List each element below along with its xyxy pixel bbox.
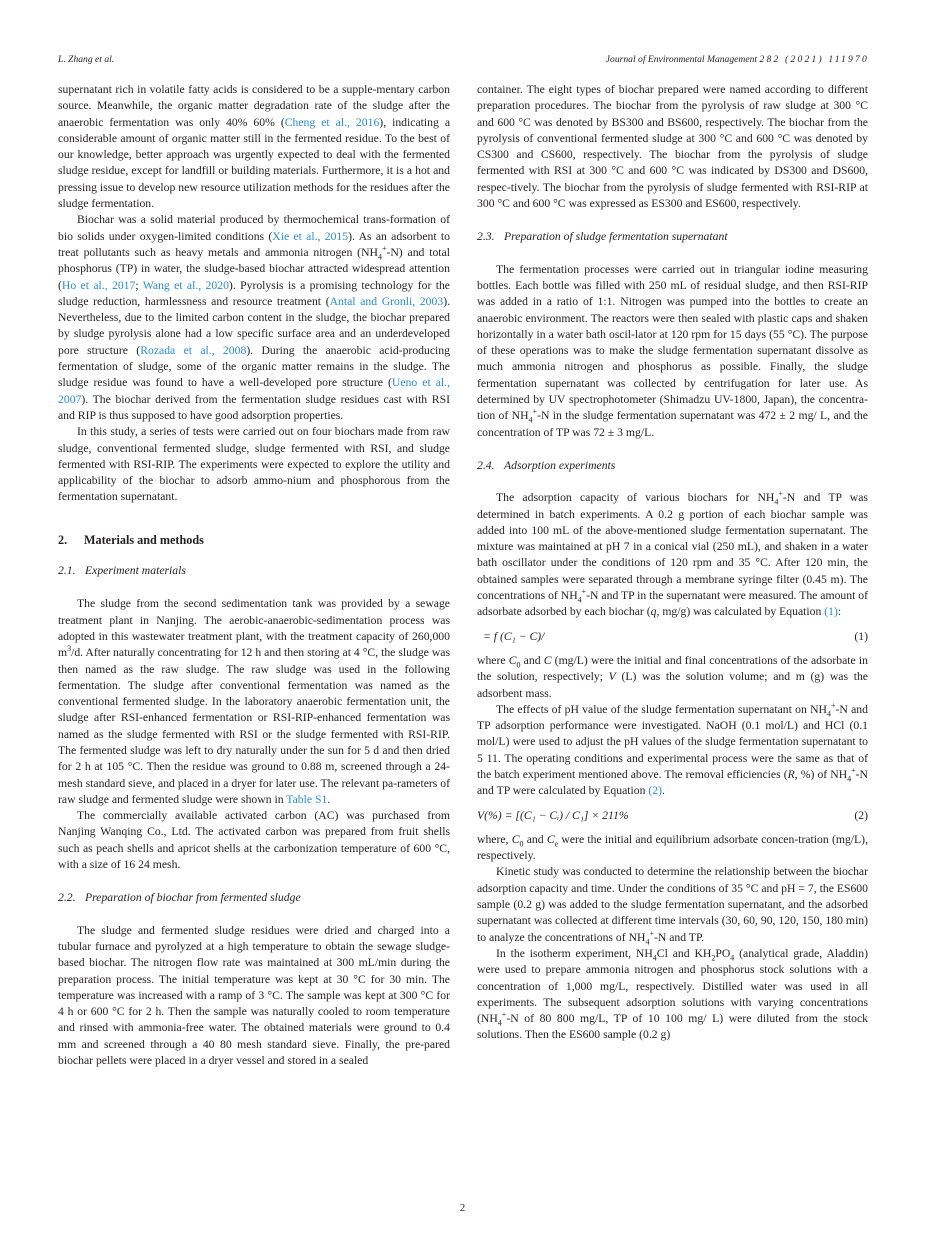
paragraph	[477, 702, 868, 800]
text-run: /d. After naturally concentrating for 12 h and then storing at 4 °C, the sludge was then named as the raw sludge. The raw sludge was used in the following fermentation. The sludge after conventional fermentation was named as the conventional fermented sludge. In the laboratory anaerobic fermentation unit, the sludge after RSI-enhanced fermentation or RSI-RIP-enhanced fermentation was named as the sludge fermented with RSI or the sludge fermented with RSI-RIP. The fermented sludge was left to dry naturally under the sun for 5 d and then dried for 2 h at 105 °C. Then the residue was ground to 0.88 m, screened through a 24-mesh standard sieve, and placed in a dryer for later use. The relevant pa-rameters of raw sludge and fermented sludge were shown in	[58, 646, 450, 806]
subscript: 4	[497, 1018, 502, 1028]
superscript: +	[501, 1010, 507, 1020]
subscript: 0	[516, 660, 521, 670]
equation-1	[477, 629, 868, 645]
math-variable: C	[508, 653, 517, 667]
math-variable: q	[650, 605, 657, 619]
text-run: (mg/L) were the initial and final concentrations of the adsorbate in the solution, respectively;	[477, 653, 868, 684]
text-run: PO	[715, 946, 731, 960]
text-run: , %) of	[794, 767, 831, 781]
text-run: -N of 80 800 mg/L, TP of 10 100 mg/ L) were diluted from the stock solutions. Then the ES600 sample (0.2 g)	[477, 1012, 868, 1042]
text-run: -N and TP adsorption performance were investigated. NaOH (0.1 mol/L) and HCl (0.1 mol/L) were used to adjust the pH values of the sludge fermentation supernatant to 5 11. The operating conditions and experimental process were the same as that of the batch experiment mentioned above. The removal efficiencies (	[477, 702, 868, 781]
text-run: -N in the sludge fermentation supernatant was 472 ± 2 mg/ L, and the concentration of TP was 72 ± 3 mg/L.	[477, 409, 868, 439]
chemical-formula: NH	[560, 589, 578, 603]
superscript: +	[532, 407, 538, 417]
subscript: 4	[774, 497, 779, 507]
chemical-formula: NH	[361, 245, 378, 259]
paragraph	[58, 596, 450, 808]
paragraph	[477, 832, 868, 865]
subscript: 2	[711, 953, 716, 963]
journal-name: Journal of Environmental Management	[605, 54, 758, 65]
running-header-authors: L. Zhang et al.	[58, 54, 115, 65]
text-run: The fermentation processes were carried out in triangular iodine measuring bottles. Each bottle was filled with 250 mL of residual sludge, and then RSI-RIP was added in a ratio of 1:1. Nitrogen was pumped into the bottles to create an anaerobic environment. The reactors were then sealed with plastic caps and shaken horizontally in a water bath oscil-lator at 120 rpm for 15 days (55 °C). The purpose of these operations was to make the sludge fermentation supernatant dissolve as much ammonia nitrogen and phosphorus as possible. Finally, the sludge fermentation supernatant was collected by centrifugation for later use. As determined by UV spectrophotometer (Shimadzu UV-1800, Japan), the concentra-tion of	[477, 262, 868, 423]
text-run: supernatant rich in volatile fatty acids is considered to be a supple-mentary carbon source. Meanwhile, the organic matter degradation rate of the sludge after the anaerobic fermentation was only 40% 60% (	[58, 83, 450, 129]
subsection-heading	[477, 458, 868, 474]
page-number: 2	[459, 1202, 466, 1214]
text-run: ). As an adsorbent to treat pollutants such as heavy metals and ammonia nitrogen (	[58, 229, 451, 259]
text-run: -N) and total phosphorus (TP) in water, the sludge-based biochar attracted widespread attention (	[58, 245, 450, 292]
equation-2	[477, 808, 868, 824]
citation-link[interactable]: (2)	[648, 784, 662, 798]
text-run: -N and TP.	[653, 930, 705, 944]
subsection-number: 2.3.	[477, 230, 495, 244]
text-run: container. The eight types of biochar prepared were named according to different preparation procedures. The biochar from the pyrolysis of raw sludge at 300 °C and 600 °C was denoted by BS300 and BS600, respectively. The biochar from the pyrolysis of conventional fermented sludge at 300 °C and 600 °C was denoted by CS300 and CS600, respectively. The biochar from the pyrolysis of sludge fermented with RSI at 300 °C and 600 °C was indicated by DS300 and DS600, respec-tively. The biochar from the pyrolysis of sludge fermented with RSI-RIP at 300 °C and 600 °C was expressed as ES300 and ES600, respectively.	[477, 83, 868, 211]
paragraph	[477, 262, 868, 441]
paragraph	[477, 82, 868, 212]
subscript: 0	[519, 839, 524, 849]
superscript: +	[778, 489, 783, 499]
citation-link[interactable]: (1)	[824, 605, 838, 619]
paragraph	[58, 212, 450, 424]
subscript: 4	[847, 774, 852, 784]
subscript: 4	[528, 415, 533, 425]
subsection-number: 2.1.	[58, 564, 76, 578]
text-run: In the isotherm experiment, NH	[496, 946, 653, 960]
equation-expression: = f (C₁ − C)/	[483, 629, 545, 643]
text-run: were the initial and equilibrium adsorbate concen-tration (mg/L), respectively.	[477, 832, 868, 863]
subsection-heading	[477, 229, 868, 245]
subsection-title: Preparation of sludge fermentation supernatant	[504, 230, 728, 244]
citation-link[interactable]: Xie et al., 2015	[272, 229, 349, 243]
text-run: where,	[477, 832, 512, 846]
subscript: 4	[377, 252, 382, 262]
text-run: (L) was the solution volume; and m (g) was the adsorbent mass.	[477, 670, 868, 700]
text-run: The sludge from the second sedimentation tank was provided by a sewage treatment plant in Nanjing. The aerobic-anaerobic-sedimentation process was adopted in this wastewater treatment plant, with the treatment capacity of 260,000 m	[58, 597, 450, 660]
text-run: Biochar was a solid material produced by thermochemical trans-formation of bio solids under oxygen-limited conditions (	[58, 213, 450, 243]
text-run: .	[662, 784, 665, 798]
text-run: ). Pyrolysis is a promising technology for the sludge reduction, harmlessness and resource treatment (	[58, 278, 450, 308]
text-run: and	[523, 832, 547, 846]
text-run: In this study, a series of tests were carried out on four biochars made from raw sludge, conventional fermented sludge, sludge fermented with RSI, and sludge fermented with RSI-RIP. The experiments were expected to explore the utility and applicability of the biochar to adsorb ammo-nium and phosphorous from the fermentation supernatant.	[58, 425, 450, 504]
text-run: where	[477, 653, 509, 667]
subscript: 4	[652, 953, 657, 963]
citation-link[interactable]: Rozada et al., 2008	[140, 343, 247, 357]
superscript: +	[381, 244, 387, 254]
subscript: 4	[827, 709, 831, 719]
citation-link[interactable]: Ho et al., 2017	[61, 278, 136, 292]
section-title: Materials and methods	[84, 532, 204, 547]
subsection-heading	[58, 563, 450, 579]
text-run: and	[520, 653, 544, 667]
superscript: +	[851, 766, 856, 776]
subsection-title: Preparation of biochar from fermented sludge	[85, 891, 301, 905]
paragraph	[58, 82, 450, 212]
subscript: 4	[577, 595, 582, 605]
text-run: The sludge and fermented sludge residues were dried and charged into a tubular furnace and pyrolyzed at a high temperature to obtain the sewage sludge-based biochar. The nitrogen flow rate was maintained at 300 mL/min during the preparation process. The initial temperature was kept at 30 °C for 30 min. The temperature was increased with a ramp of 3 °C. The sample was kept at 300 °C for 4 h or 600 °C for 2 h. Then the sample was naturally cooled to room temperature and rinsed with ammonia-free water. The obtained materials were ground to 0.4 mm and screened through a 40 80 mesh standard sieve. Finally, the pre-pared biochar pellets were placed in a dryer vessel and stored in a sealed	[58, 923, 450, 1068]
equation-number: (1)	[854, 629, 868, 643]
subscript: e	[554, 839, 559, 849]
text-run: -N and TP were calculated by Equation	[477, 767, 868, 798]
paragraph	[477, 653, 868, 702]
paragraph	[58, 923, 450, 1070]
text-run: The commercially available activated carbon (AC) was purchased from Nanjing Wanqing Co., Ltd. The activated carbon was prepared from fruit shells such as peach shells and apricot shells at the carbonization temperature of 600 °C, with a size of 16 24 mesh.	[58, 809, 450, 872]
text-run: :	[837, 605, 842, 619]
math-variable: C	[511, 832, 520, 846]
citation-link[interactable]: Wang et al., 2020	[142, 278, 229, 292]
text-run: ). During the anaerobic acid-producing fermentation of sludge, some of the organic matter remains in the sludge. The sludge residue was found to have a well-developed pore structure (	[58, 343, 450, 390]
subsection-number: 2.4.	[477, 458, 495, 472]
equation-number: (2)	[854, 808, 868, 822]
right-column	[477, 82, 868, 1044]
text-run: The adsorption capacity of various biochars for	[496, 491, 758, 505]
equation-expression: V(%) = [(C₁ − Cᵢ) / C₁] × 211%	[477, 808, 629, 822]
text-run: -N and TP was determined in batch experiments. A 0.2 g portion of each biochar sample was added into 100 mL of the above-mentioned sludge fermentation supernatant. The mixture was maintained at pH 7 in a conical vial (250 mL), and shaken in a water bath oscillator under the conditions of 120 rpm and 35 °C. After 120 min, the obtained samples were separated through a membrane syringe filter (0.45 m). The concentrations of	[477, 491, 868, 603]
section-heading	[58, 532, 450, 548]
left-column	[58, 82, 450, 1069]
chemical-formula: NH	[511, 409, 529, 423]
paragraph	[58, 808, 450, 873]
citation-link[interactable]: Table S1	[286, 792, 328, 806]
text-run: ). Nevertheless, due to the limited carbon content in the sludge, the biochar prepared by sludge pyrolysis alone had a low specific surface area and an underdeveloped pore structure (	[58, 294, 451, 357]
paragraph	[477, 864, 868, 945]
citation-link[interactable]: Ueno et al., 2007	[58, 376, 451, 406]
subsection-number: 2.2.	[58, 891, 76, 905]
paragraph	[477, 490, 868, 620]
chemical-formula: NH	[480, 1012, 498, 1026]
subsection-title: Adsorption experiments	[504, 458, 616, 472]
subsection-title: Experiment materials	[85, 564, 186, 578]
text-run: .	[327, 792, 331, 806]
text-run: Kinetic study was conducted to determine the relationship between the biochar adsorption capacity and time. Under the conditions of 35 °C and pH = 7, the ES600 sample (0.2 g) was added to the sludge fermentation supernatant, and the adsorbed supernatant was collected at different time intervals (30, 60, 90, 120, 150, 180 min) to analyze the concentrations of	[477, 865, 868, 944]
math-variable: V	[608, 670, 616, 684]
journal-citation: 282 (2021) 111970	[759, 54, 869, 65]
citation-link[interactable]: Antal and Gronli, 2003	[329, 294, 444, 308]
paragraph	[477, 946, 868, 1044]
text-run: Cl and KH	[656, 946, 712, 960]
superscript: +	[831, 700, 836, 710]
text-run: ), indicating a considerable amount of organic matter still in the fermented residue. To the best of our knowledge, better approach was urgently expected to deal with the fermented sludge residue, except for landfill or building materials. Furthermore, it is a hot and pressing issue to develop new resource utilization methods for the residues after the sludge fermentation.	[58, 115, 451, 211]
superscript: 3	[67, 644, 72, 654]
superscript: +	[649, 928, 654, 938]
citation-link[interactable]: Cheng et al., 2016	[284, 115, 380, 129]
text-run: (analytical grade, Aladdin) were used to prepare ammonia nitrogen and phosphorus stock solutions with a concentration of 1,000 mg/L, respectively. Distilled water was used in all experiments. The subsequent adsorption solutions with varying concentrations (	[477, 946, 868, 1026]
text-run: ). The biochar derived from the fermentation sludge residues cast with RSI and RIP is thus supposed to have good adsorption properties.	[58, 392, 450, 422]
superscript: +	[581, 587, 587, 597]
chemical-formula: NH	[628, 930, 646, 944]
text-run: ;	[135, 278, 143, 292]
subscript: 4	[730, 953, 735, 963]
text-run: The effects of pH value of the sludge fermentation supernatant on	[496, 702, 811, 716]
running-header-journal	[606, 54, 869, 65]
text-run: , mg/g) was calculated by Equation	[656, 605, 825, 619]
section-number: 2.	[58, 532, 68, 547]
chemical-formula: NH	[830, 767, 848, 781]
math-variable: R	[787, 767, 795, 781]
subscript: 4	[645, 936, 650, 946]
chemical-formula: NH	[757, 491, 775, 505]
subsection-heading	[58, 890, 450, 906]
paragraph	[58, 424, 450, 505]
math-variable: C	[546, 832, 555, 846]
math-variable: C	[543, 653, 552, 667]
chemical-formula: NH	[810, 702, 827, 716]
text-run: -N and TP in the supernatant were measured. The amount of adsorbate adsorbed by each biochar (	[477, 589, 869, 619]
